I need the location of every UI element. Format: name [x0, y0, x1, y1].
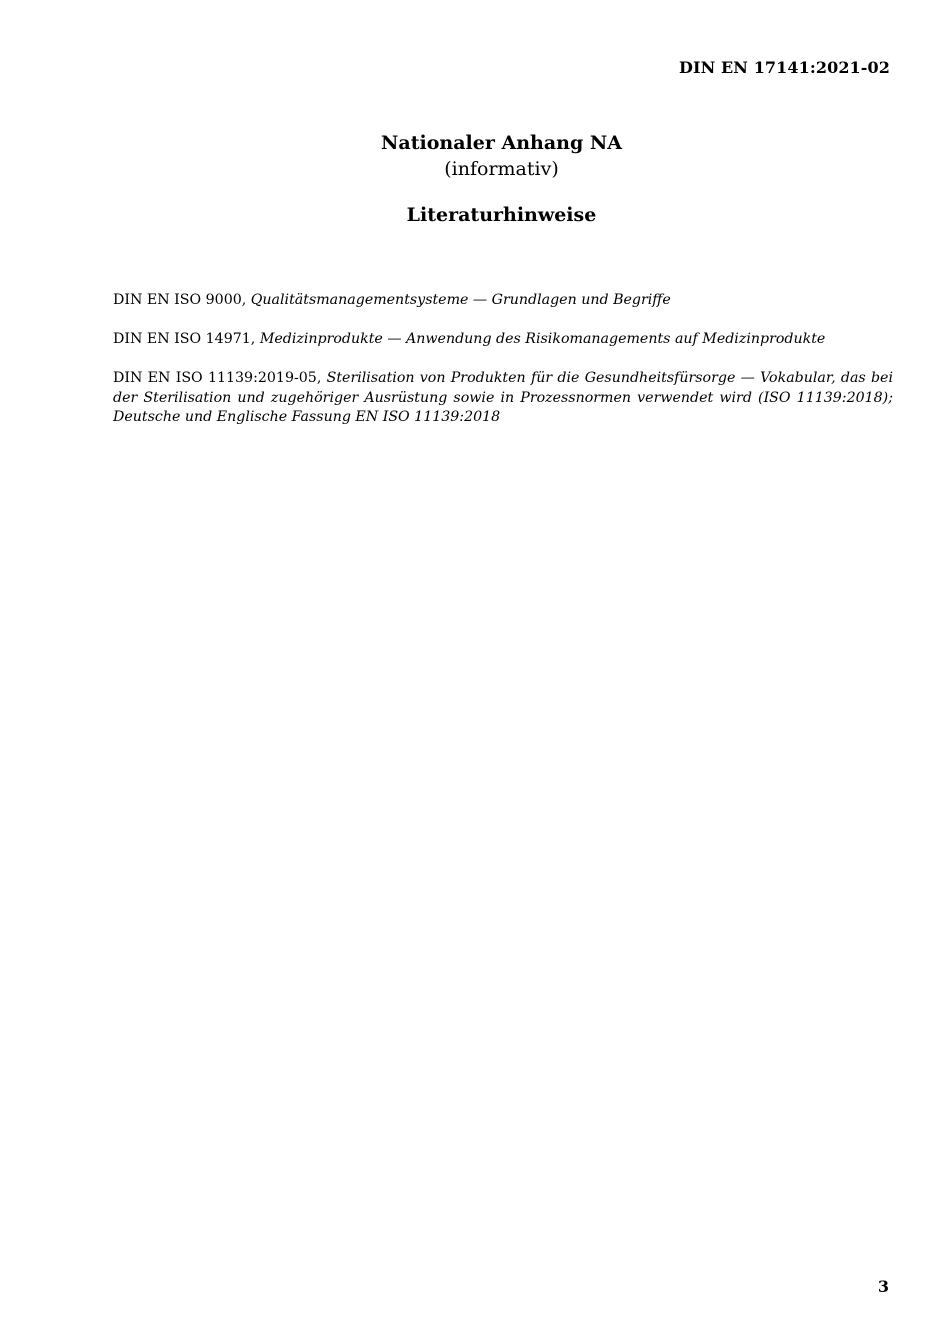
reference-code: DIN EN ISO 9000,: [113, 292, 247, 308]
annex-type: (informativ): [444, 158, 559, 180]
reference-item: [113, 369, 893, 428]
annex-title: Nationaler Anhang NA: [381, 132, 622, 154]
page-number: 3: [877, 1277, 889, 1296]
reference-title: Qualitätsmanagementsysteme — Grundlagen und Begriffe: [250, 292, 671, 308]
reference-code: DIN EN ISO 11139:2019-05,: [113, 369, 322, 386]
reference-code: DIN EN ISO 14971,: [113, 330, 256, 347]
reference-item: [113, 291, 893, 311]
reference-item: [113, 330, 893, 350]
reference-title: Medizinprodukte — Anwendung des Risikomanagements auf Medizinprodukte: [259, 330, 826, 347]
reference-title: Sterilisation von Produkten für die Gesundheitsfürsorge — Vokabular, das bei der Sterilisation und zugehöriger Ausrüstung sowie in Prozessnormen verwendet wird (ISO 11139:2018); Deutsche und Englische Fassung EN ISO 11139:2018: [113, 369, 893, 426]
annex-title-block: [113, 130, 890, 228]
document-id: DIN EN 17141:2021-02: [679, 58, 890, 77]
section-title: Literaturhinweise: [406, 204, 597, 226]
references-list: [113, 291, 893, 447]
